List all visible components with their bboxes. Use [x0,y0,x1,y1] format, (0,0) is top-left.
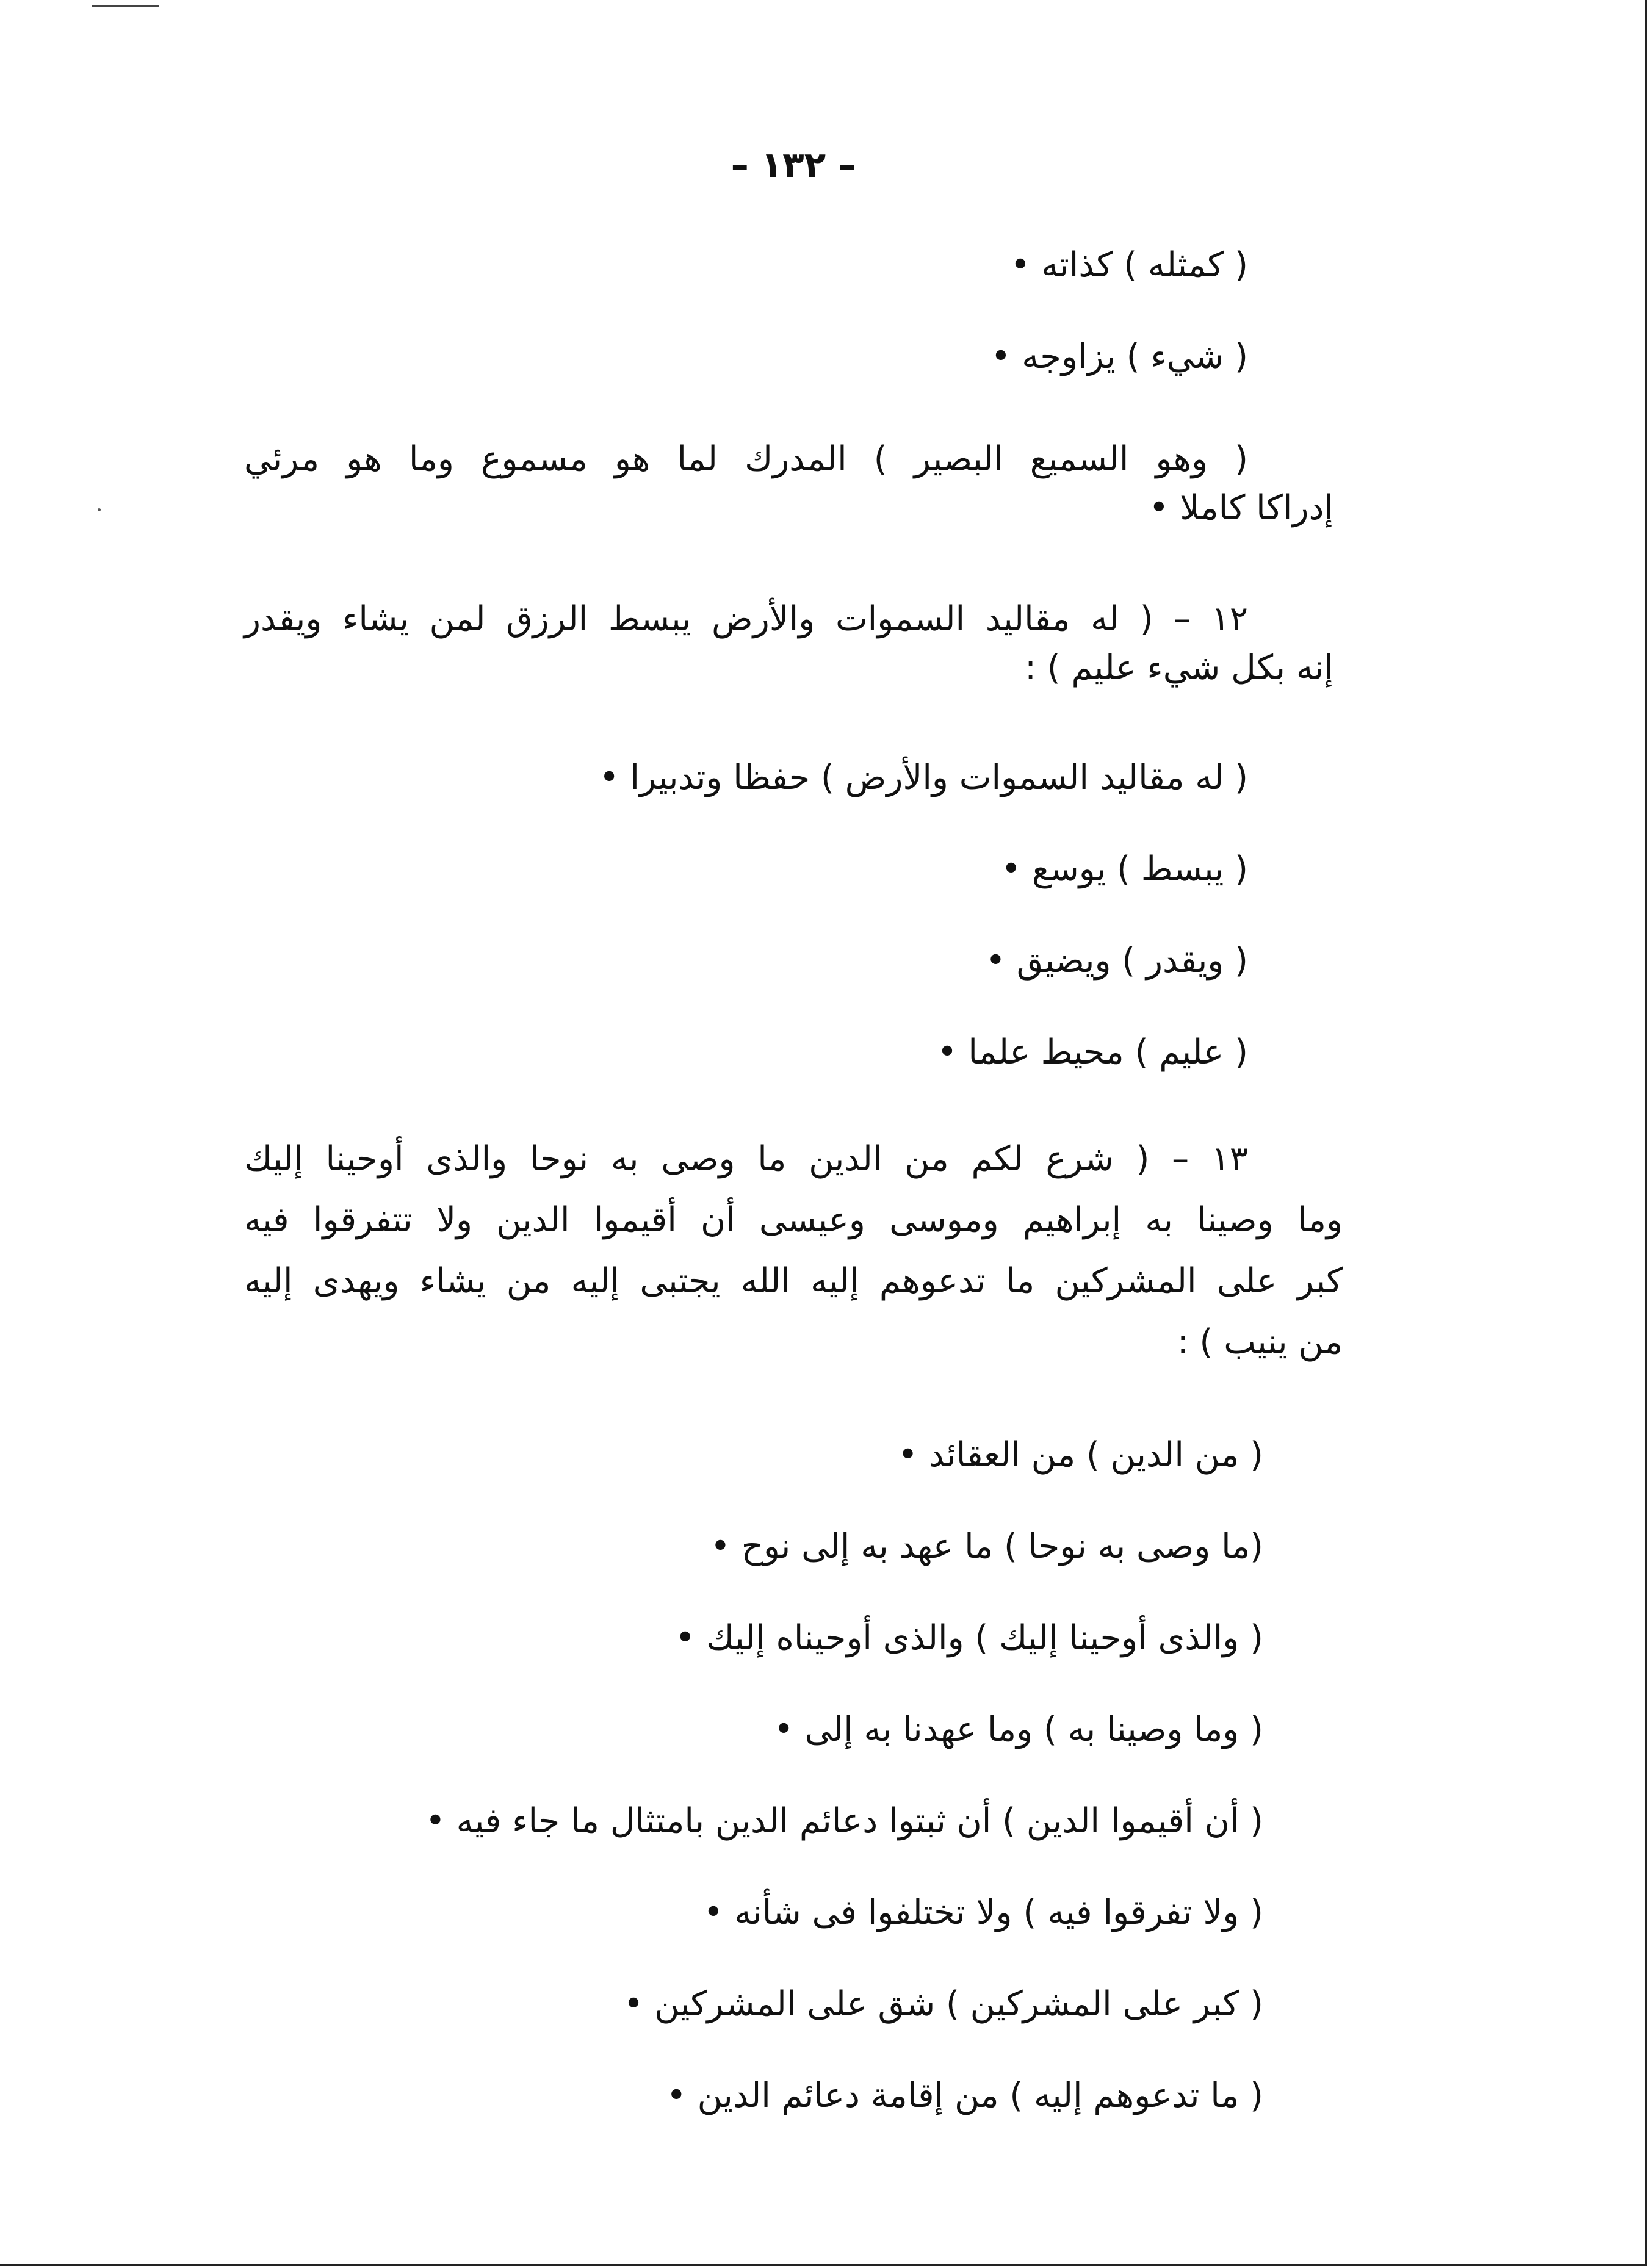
text-line: ( وما وصينا به ) وما عهدنا به إلى • [773,1710,1263,1749]
text-line: ( من الدين ) من العقائد • [897,1435,1263,1475]
text-line: إنه بكل شيء عليم ) : [1025,648,1333,688]
text-line: ( وهو السميع البصير ) المدرك لما هو مسموع وما هو مرئي [244,439,1248,479]
text-line: ( كمثله ) كذاته • [1010,245,1248,285]
text-line: كبر على المشركين ما تدعوهم إليه الله يجتبى إليه من يشاء ويهدى إليه [244,1261,1343,1301]
text-line: ( له مقاليد السموات والأرض ) حفظا وتدبيرا • [599,758,1248,797]
text-line: ( ما تدعوهم إليه ) من إقامة دعائم الدين • [666,2076,1263,2115]
text-line: ١٢ – ( له مقاليد السموات والأرض يبسط الرزق لمن يشاء ويقدر [244,599,1248,639]
page-body [244,241,1343,2194]
text-line: من ينيب ) : [1177,1322,1343,1362]
page-number: – ١٣٢ – [731,144,856,185]
text-line: ( ولا تفرقوا فيه ) ولا تختلفوا فى شأنه • [703,1893,1263,1932]
scan-speck [98,508,101,511]
text-line: ( كبر على المشركين ) شق على المشركين • [623,1984,1263,2024]
text-line: ( شيء ) يزاوجه • [990,337,1248,376]
text-line: ( والذى أوحينا إليك ) والذى أوحيناه إليك • [675,1618,1263,1658]
text-line: ١٣ – ( شرع لكم من الدين ما وصى به نوحا والذى أوحينا إليك [244,1139,1248,1179]
text-line: ( ويقدر ) ويضيق • [985,941,1248,981]
scan-corner-mark [92,0,159,7]
text-line: ( يبسط ) يوسع • [1001,849,1248,889]
text-line: (ما وصى به نوحا ) ما عهد به إلى نوح • [710,1527,1263,1566]
text-line: ( عليم ) محيط علما • [937,1032,1248,1072]
text-line: ( أن أقيموا الدين ) أن ثبتوا دعائم الدين بامتثال ما جاء فيه • [425,1801,1263,1841]
text-line: وما وصينا به إبراهيم وموسى وعيسى أن أقيموا الدين ولا تتفرقوا فيه [244,1200,1343,1240]
text-line: إدراكا كاملا • [1149,488,1333,528]
